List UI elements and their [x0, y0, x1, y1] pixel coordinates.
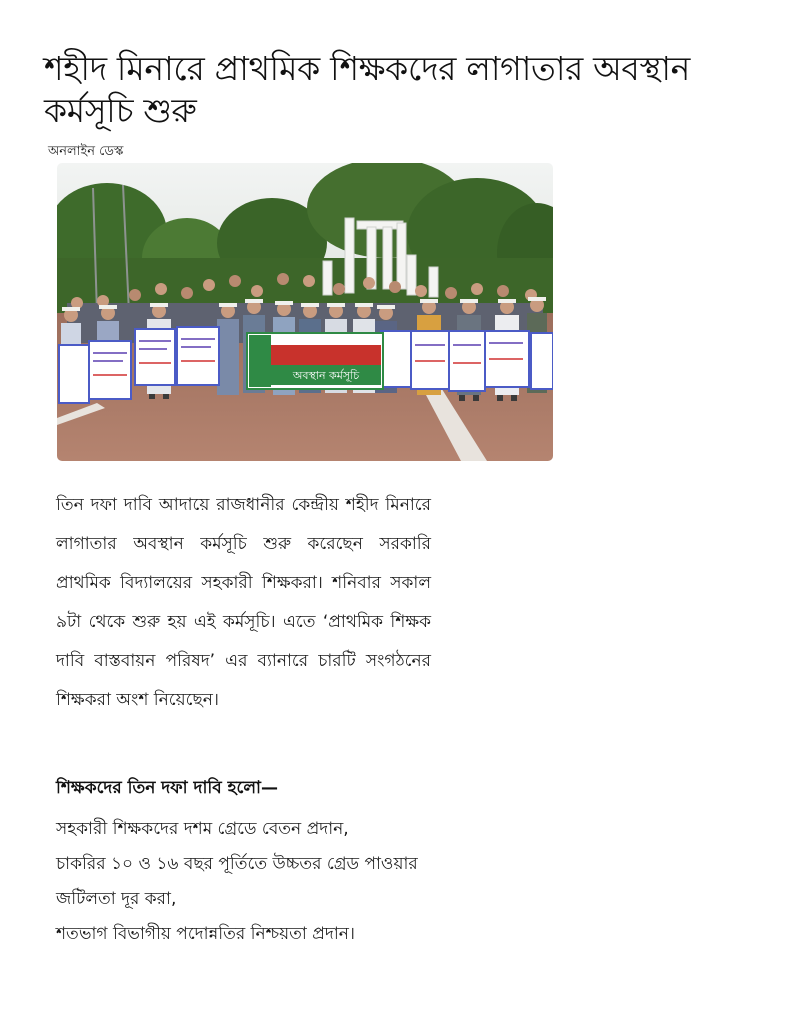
- main-banner: [247, 333, 383, 389]
- demand-item: চাকরির ১০ ও ১৬ বছর পূর্তিতে উচ্চতর গ্রেড পাওয়ার জটিলতা দূর করা,: [56, 854, 418, 909]
- demand-item: সহকারী শিক্ষকদের দশম গ্রেডে বেতন প্রদান,: [56, 819, 349, 839]
- article-body: তিন দফা দাবি আদায়ে রাজধানীর কেন্দ্রীয় শহীদ মিনারে লাগাতার অবস্থান কর্মসূচি শুরু করেছেন সরকারি প্রাথমিক বিদ্যালয়ের সহকারী শিক্ষকরা। শনিবার সকাল ৯টা থেকে শুরু হয় এই কর্মসূচি। এতে ‘প্রাথমিক শিক্ষক দাবি বাস্তবায়ন পরিষদ’ এর ব্যানারে চারটি সংগঠনের শিক্ষকরা অংশ নিয়েছেন।: [56, 495, 431, 710]
- article-byline: অনলাইন ডেস্ক: [48, 144, 124, 159]
- demands-heading: শিক্ষকদের তিন দফা দাবি হলো—: [56, 778, 278, 798]
- article-photo: [57, 163, 553, 461]
- article-headline: শহীদ মিনারে প্রাথমিক শিক্ষকদের লাগাতার অবস্থান কর্মসূচি শুরু: [44, 49, 690, 130]
- demands-list: [56, 812, 436, 952]
- banner-text: অবস্থান কর্মসূচি: [292, 369, 360, 382]
- demand-item: শতভাগ বিভাগীয় পদোন্নতির নিশ্চয়তা প্রদান।: [56, 924, 355, 944]
- protest-photo-illustration: [57, 163, 553, 461]
